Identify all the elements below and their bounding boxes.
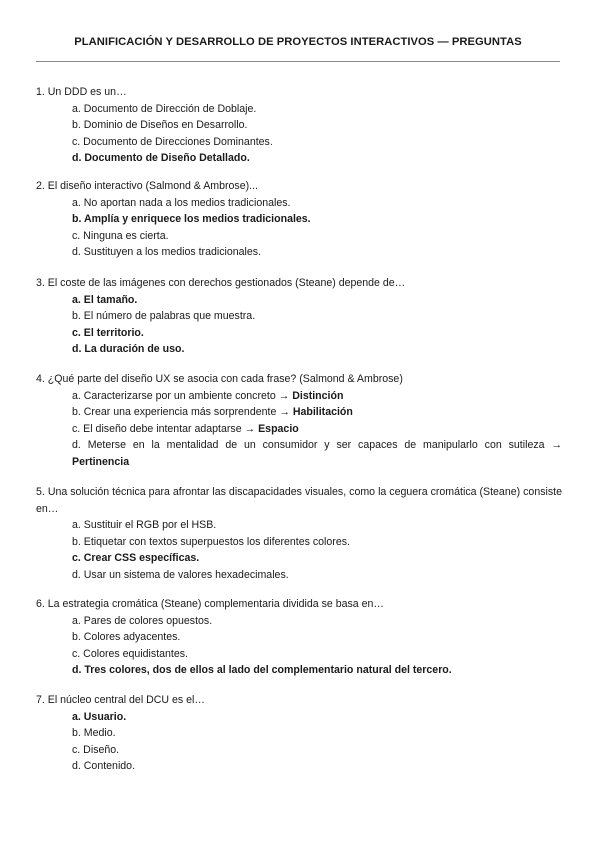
question-text: 4. ¿Qué parte del diseño UX se asocia con cada frase? (Salmond & Ambrose) — [36, 373, 403, 385]
question-1 — [36, 84, 562, 167]
option-d-correct: d. Documento de Diseño Detallado. — [72, 152, 250, 165]
option-b — [36, 404, 562, 421]
option-c: c. Documento de Direcciones Dominantes. — [72, 135, 273, 148]
question-text: 2. El diseño interactivo (Salmond & Ambrose)... — [36, 180, 258, 192]
option-d: d. Usar un sistema de valores hexadecimales. — [72, 568, 289, 581]
option-lead: d. Meterse en la mentalidad de un consumidor y ser capaces de manipularlo con sutileza → — [72, 439, 562, 452]
option-d-correct: d. La duración de uso. — [72, 343, 185, 356]
option-c: c. Ninguna es cierta. — [72, 229, 169, 242]
question-text: 5. Una solución técnica para afrontar las discapacidades visuales, como la ceguera cromática (Steane) consiste en… — [36, 486, 562, 515]
option-answer: Distinción — [292, 389, 344, 402]
document-title: PLANIFICACIÓN Y DESARROLLO DE PROYECTOS INTERACTIVOS — PREGUNTAS — [74, 36, 522, 48]
question-6 — [36, 596, 562, 679]
option-d-correct: d. Tres colores, dos de ellos al lado del complementario natural del tercero. — [72, 664, 452, 677]
option-c: c. Diseño. — [72, 743, 120, 756]
option-d: d. Sustituyen a los medios tradicionales. — [72, 246, 262, 259]
option-b: b. Etiquetar con textos superpuestos los diferentes colores. — [72, 535, 350, 548]
question-3 — [36, 275, 562, 358]
option-lead: c. El diseño debe intentar adaptarse → — [72, 422, 259, 435]
question-7 — [36, 692, 562, 775]
option-c-correct: c. El territorio. — [72, 326, 144, 339]
title-divider — [36, 61, 560, 62]
option-a-correct: a. Usuario. — [72, 710, 127, 723]
option-lead: a. Caracterizarse por un ambiente concreto → — [72, 389, 293, 402]
option-b: b. Dominio de Diseños en Desarrollo. — [72, 119, 248, 132]
option-answer: Pertinencia — [72, 455, 130, 468]
option-c: c. Colores equidistantes. — [72, 647, 189, 660]
option-a — [36, 388, 562, 405]
option-answer: Habilitación — [292, 406, 353, 419]
question-5 — [36, 484, 562, 584]
option-b-correct: b. Amplía y enriquece los medios tradicionales. — [72, 213, 311, 226]
question-text: 6. La estrategia cromática (Steane) complementaria dividida se basa en… — [36, 598, 385, 610]
option-answer: Espacio — [258, 422, 299, 435]
option-b: b. Colores adyacentes. — [72, 631, 181, 644]
question-text: 1. Un DDD es un… — [36, 86, 127, 98]
option-a-correct: a. El tamaño. — [72, 293, 138, 306]
option-a: a. Documento de Dirección de Doblaje. — [72, 102, 257, 115]
option-a: a. Sustituir el RGB por el HSB. — [72, 519, 217, 532]
option-c — [36, 421, 562, 438]
question-text: 3. El coste de las imágenes con derechos gestionados (Steane) depende de… — [36, 277, 406, 289]
question-4 — [36, 371, 562, 471]
option-lead: b. Crear una experiencia más sorprendente → — [72, 406, 293, 419]
option-a: a. Pares de colores opuestos. — [72, 614, 213, 627]
option-b: b. El número de palabras que muestra. — [72, 310, 256, 323]
question-text: 7. El núcleo central del DCU es el… — [36, 694, 205, 706]
option-d — [36, 437, 562, 470]
option-a: a. No aportan nada a los medios tradicionales. — [72, 196, 291, 209]
option-c-correct: c. Crear CSS específicas. — [72, 552, 200, 565]
option-d: d. Contenido. — [72, 760, 136, 773]
option-b: b. Medio. — [72, 727, 116, 740]
question-2 — [36, 178, 562, 261]
